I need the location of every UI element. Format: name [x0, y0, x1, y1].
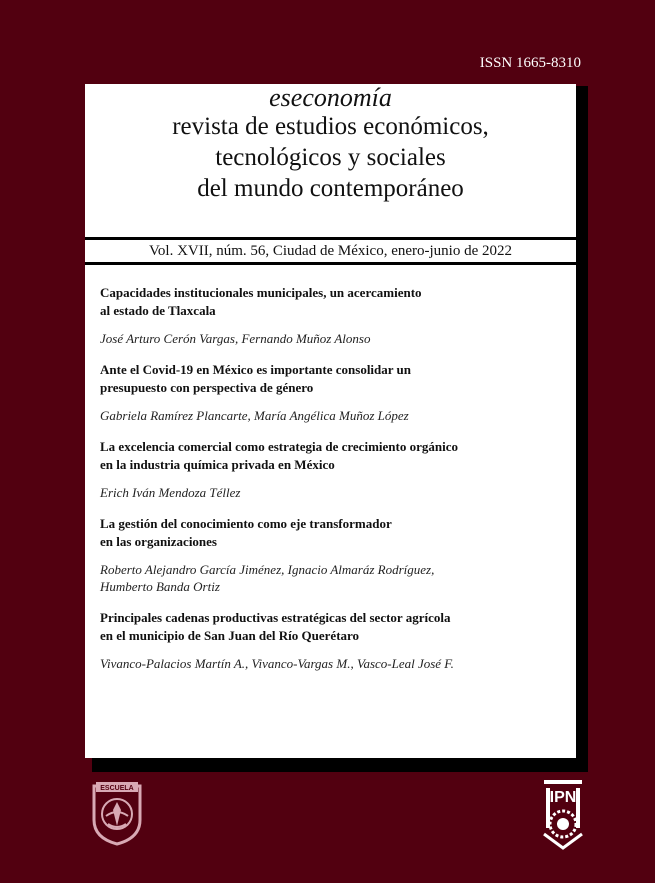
svg-text:ESCUELA: ESCUELA: [100, 785, 134, 792]
article-item: [100, 284, 566, 347]
article-item: [100, 438, 566, 501]
journal-name: eseconomía: [269, 83, 392, 112]
article-title: La gestión del conocimiento como eje transformador en las organizaciones: [100, 516, 392, 549]
article-item: [100, 609, 566, 672]
journal-subtitle-line: revista de estudios económicos,: [172, 113, 489, 140]
cover-panel: [85, 84, 576, 758]
article-title: Principales cadenas productivas estratégicas del sector agrícola en el municipio de San Juan del Río Querétaro: [100, 610, 451, 643]
article-authors: Roberto Alejandro García Jiménez, Ignacio Almaráz Rodríguez, Humberto Banda Ortiz: [100, 562, 435, 594]
ipn-seal-icon: [540, 778, 586, 850]
article-authors: José Arturo Cerón Vargas, Fernando Muñoz Alonso: [100, 331, 371, 346]
escuela-seal-icon: [86, 780, 148, 846]
article-authors: Gabriela Ramírez Plancarte, María Angélica Muñoz López: [100, 408, 409, 423]
article-authors: Vivanco-Palacios Martín A., Vivanco-Vargas M., Vasco-Leal José F.: [100, 656, 454, 671]
article-list: [100, 284, 566, 686]
article-title: Ante el Covid-19 en México es importante consolidar un presupuesto con perspectiva de género: [100, 362, 412, 395]
journal-header: [85, 84, 576, 204]
article-item: [100, 515, 566, 595]
journal-subtitle-line: del mundo contemporáneo: [197, 175, 464, 202]
svg-text:IPN: IPN: [549, 789, 577, 806]
article-item: [100, 361, 566, 424]
article-title: La excelencia comercial como estrategia de crecimiento orgánico en la industria química privada en México: [100, 439, 458, 472]
issn-number: ISSN 1665-8310: [479, 55, 581, 71]
journal-subtitle-line: tecnológicos y sociales: [215, 144, 446, 171]
article-title: Capacidades institucionales municipales, un acercamiento al estado de Tlaxcala: [100, 285, 422, 318]
volume-band: Vol. XVII, núm. 56, Ciudad de México, enero-junio de 2022: [85, 237, 576, 265]
article-authors: Erich Iván Mendoza Téllez: [100, 485, 241, 500]
